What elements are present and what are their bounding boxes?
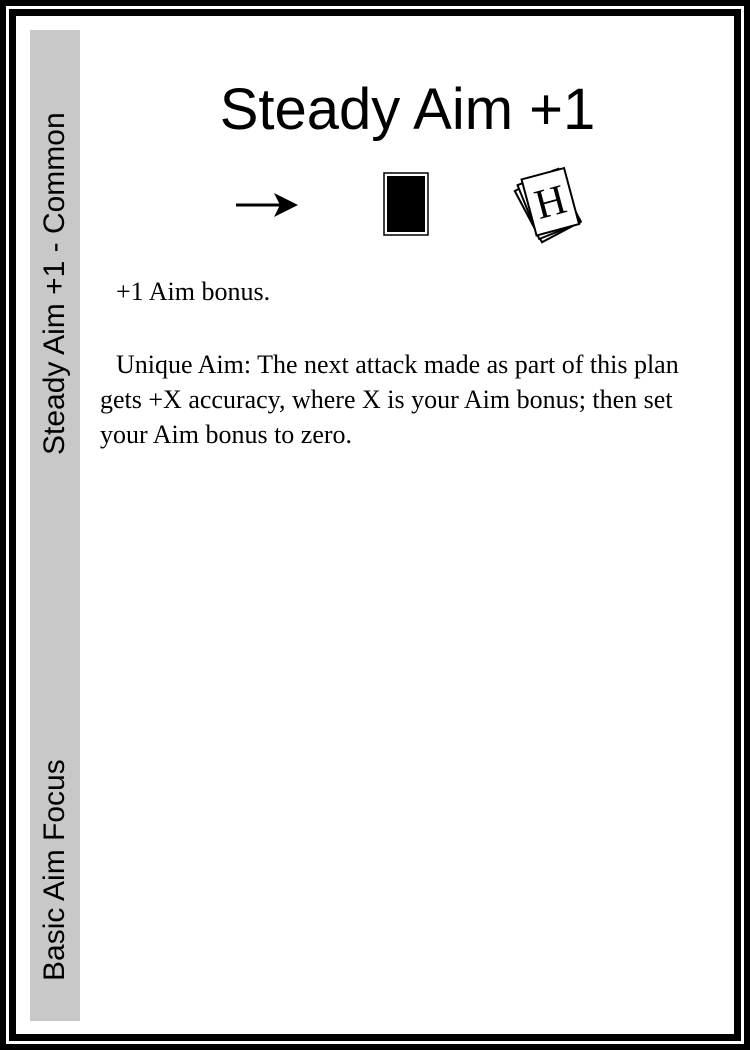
hand-of-cards-icon bbox=[505, 164, 587, 246]
side-label-name-rarity: Steady Aim +1 - Common bbox=[38, 112, 71, 455]
card-icon bbox=[383, 172, 429, 236]
rule-line: +1 Aim bonus. bbox=[116, 277, 271, 306]
hand-letter: H bbox=[529, 176, 572, 229]
rules-text bbox=[100, 274, 690, 452]
card-title: Steady Aim +1 bbox=[219, 77, 596, 142]
card-face bbox=[16, 16, 734, 1034]
side-label-category: Basic Aim Focus bbox=[38, 759, 71, 981]
arrow-icon bbox=[234, 190, 300, 220]
rule-line: Unique Aim: The next attack made as part of this plan gets +X accuracy, where X is your Aim bonus; then set your Aim bonus to zero. bbox=[100, 350, 679, 449]
